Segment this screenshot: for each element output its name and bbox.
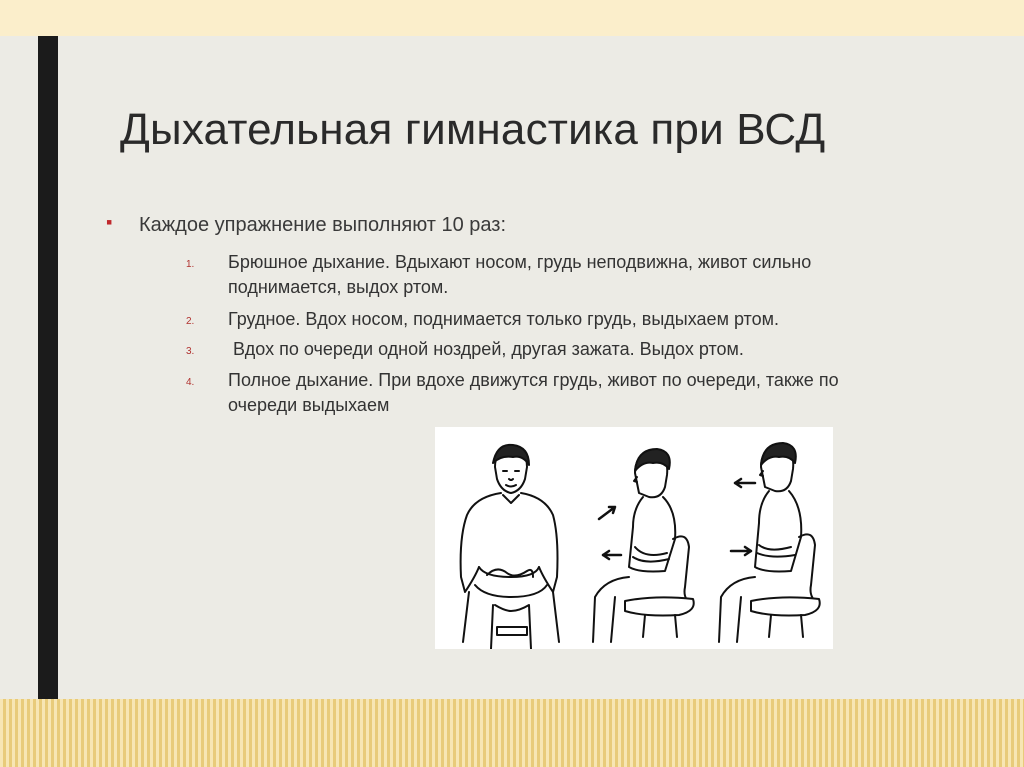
list-number: 4.: [186, 377, 195, 388]
list-number: 3.: [186, 346, 195, 357]
bottom-decor-band: [0, 699, 1024, 767]
list-text: Вдох по очереди одной ноздрей, другая зажата. Выдох ртом.: [228, 339, 744, 359]
breathing-exercise-illustration: [435, 427, 833, 649]
left-accent-bar: [38, 36, 58, 699]
figure-side-view-1: [593, 449, 694, 642]
figure-front-view: [461, 445, 559, 649]
list-text: Полное дыхание. При вдохе движутся грудь, живот по очереди, также по очереди выдыхаем: [228, 370, 839, 415]
list-text: Брюшное дыхание. Вдыхают носом, грудь неподвижна, живот сильно поднимается, выдох ртом.: [228, 252, 812, 297]
top-decor-band: [0, 0, 1024, 36]
bullet-marker-icon: ▪: [106, 212, 113, 232]
slide-title: Дыхательная гимнастика при ВСД: [120, 105, 826, 154]
bullet-text: Каждое упражнение выполняют 10 раз:: [139, 214, 507, 236]
list-text: Грудное. Вдох носом, поднимается только грудь, выдыхаем ртом.: [228, 309, 779, 329]
list-number: 2.: [186, 316, 195, 327]
figure-side-view-2: [719, 443, 820, 642]
list-number: 1.: [186, 259, 195, 270]
